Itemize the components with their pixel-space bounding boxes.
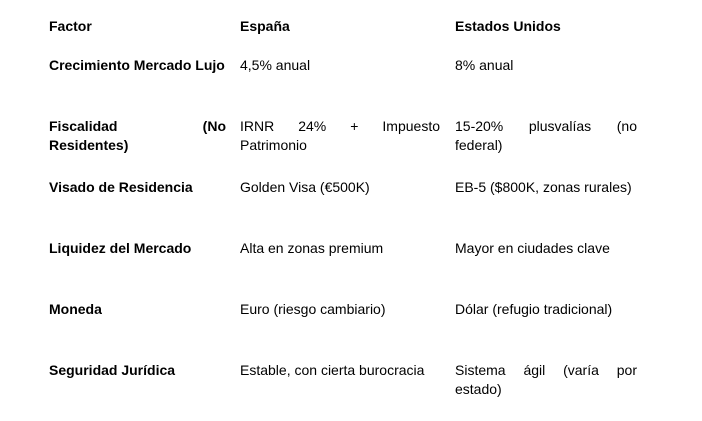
row-estados-unidos: Mayor en ciudades clave: [455, 240, 610, 256]
row-espana: Estable, con cierta burocracia: [240, 362, 425, 378]
row-factor: Liquidez del Mercado: [49, 240, 192, 256]
row-factor: Moneda: [49, 301, 102, 317]
header-estados-unidos: Estados Unidos: [455, 18, 561, 34]
row-espana: 4,5% anual: [240, 57, 311, 73]
row-factor: Seguridad Jurídica: [49, 362, 176, 378]
table-row: [49, 361, 637, 411]
table-header-row: [49, 17, 637, 56]
comparison-table: [49, 17, 637, 411]
row-espana: Golden Visa (€500K): [240, 179, 370, 195]
row-factor: Visado de Residencia: [49, 179, 193, 195]
table-row: [49, 239, 637, 300]
row-espana: Alta en zonas premium: [240, 240, 384, 256]
row-factor: Crecimiento Mercado Lujo: [49, 57, 225, 73]
header-factor: Factor: [49, 18, 92, 34]
row-estados-unidos: Dólar (refugio tradicional): [455, 301, 613, 317]
row-espana: Euro (riesgo cambiario): [240, 301, 386, 317]
table-row: [49, 300, 637, 361]
row-estados-unidos: Sistema ágil (varía por estado): [455, 362, 637, 397]
row-espana: IRNR 24% + Impuesto Patrimonio: [240, 118, 440, 153]
row-estados-unidos: EB-5 ($800K, zonas rurales): [455, 179, 632, 195]
table-row: [49, 56, 637, 117]
row-estados-unidos: 15-20% plusvalías (no federal): [455, 118, 637, 153]
row-estados-unidos: 8% anual: [455, 57, 514, 73]
row-factor: Fiscalidad (No Residentes): [49, 118, 226, 153]
header-espana: España: [240, 18, 290, 34]
table-row: [49, 178, 637, 239]
table-row: [49, 117, 637, 178]
